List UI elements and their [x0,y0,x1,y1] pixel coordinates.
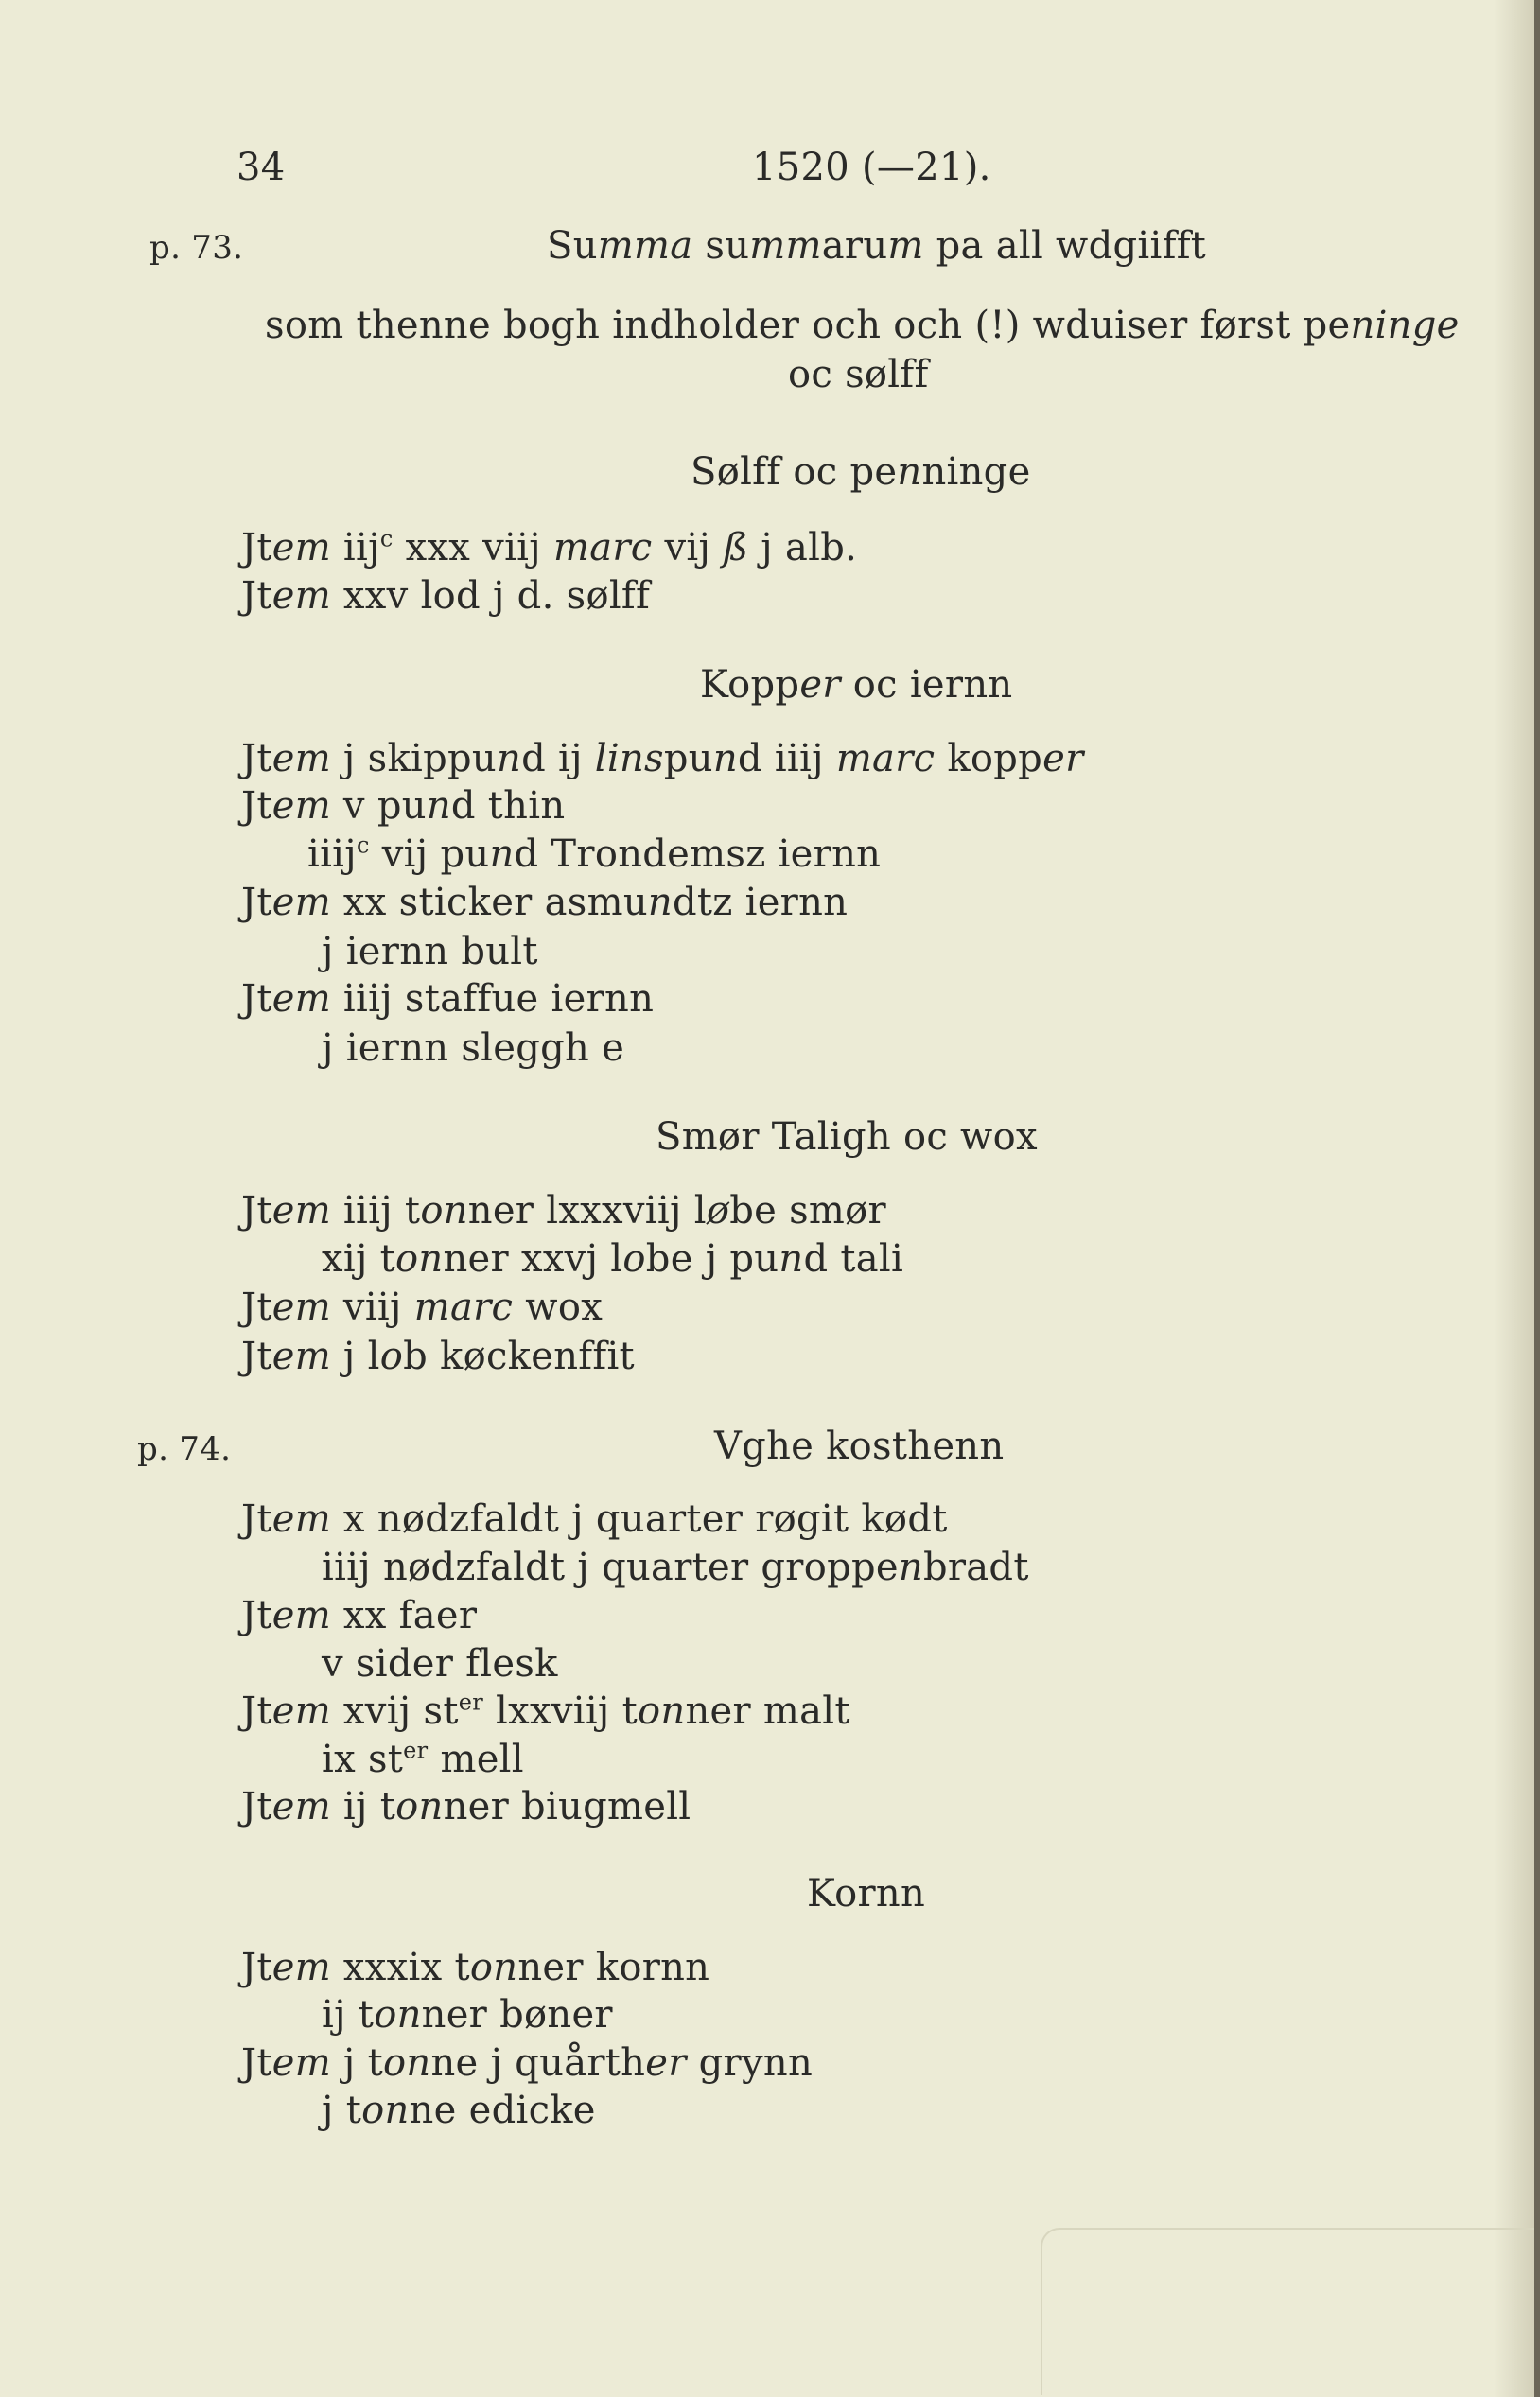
text-run: som thenne bogh indholder och och (!) wduiser først pe [265,304,1351,347]
text-run: j skippu [330,737,497,780]
text-run: pa all wdgiifft [923,224,1207,268]
text-run: ner bøner [421,1993,613,2037]
entry-line [241,736,1084,781]
expansion: em [271,1594,331,1637]
text-run: Jt [241,1335,272,1378]
text-run: aru [821,224,888,268]
title-line-1 [547,223,1206,269]
text-run: Su [547,224,598,268]
text-run: bradt [922,1546,1029,1589]
page-show-through-mark [1041,2228,1534,2395]
expansion: m [887,224,924,268]
binding-edge [1534,0,1540,2397]
section-heading-silver [691,449,1031,495]
entry-line [241,976,654,1022]
margin-note-p74: p. 74. [137,1430,232,1468]
expansion: em [271,737,331,780]
text-run: ne j quårth [430,2041,646,2085]
text-run: Jt [241,1286,272,1329]
entry-line [241,880,848,925]
text-run: Jt [241,784,272,828]
expansion: mm [749,224,822,268]
expansion: marc [552,526,653,569]
text-run: be j pu [645,1237,779,1281]
entry-line [241,1334,635,1379]
expansion: n [426,784,451,828]
text-run: j t [330,2041,384,2085]
text-run: d Trondemsz iernn [514,832,882,876]
margin-note-p73: p. 73. [149,229,244,267]
text-run: xxxix t [330,1946,470,1989]
section-heading-provisions: Vghe kosthenn [714,1425,1005,1468]
expansion: em [271,881,331,924]
expansion: em [271,526,331,569]
text-run: ner malt [685,1689,850,1733]
text-run: vij pu [369,832,490,876]
entry-line: j iernn bult [322,930,538,973]
expansion: ø [706,1189,730,1233]
text-run: iiij t [330,1189,421,1233]
expansion: on [374,1993,422,2037]
expansion: n [647,881,673,924]
expansion: em [271,574,331,618]
expansion: n [898,1546,923,1589]
text-run: Jt [241,1946,272,1989]
entry-line [322,1992,613,2038]
entry-line [241,2040,813,2086]
expansion: n [897,450,922,494]
expansion: marc [413,1286,514,1329]
entry-line [241,1496,948,1542]
expansion: n [489,832,515,876]
text-run: pu [663,737,713,780]
entry-line: v sider flesk [322,1642,558,1686]
text-run: j alb. [748,526,858,569]
text-run: iiij [307,832,357,876]
text-run: Jt [241,1189,272,1233]
text-run: j t [322,2089,362,2132]
section-heading-grain: Kornn [807,1872,926,1916]
text-run: oc iernn [840,663,1013,707]
superscript: er [403,1737,429,1764]
entry-line [241,525,857,570]
expansion: er [1042,737,1084,780]
text-run: xx faer [330,1594,478,1637]
expansion: em [271,1946,331,1989]
expansion: o [622,1237,646,1281]
superscript: c [356,831,370,859]
text-run: Jt [241,1785,272,1828]
expansion: lins [594,737,664,780]
expansion: em [271,2041,331,2085]
text-run: lxxviij t [483,1689,638,1733]
expansion: on [420,1189,468,1233]
entry-line [241,1784,691,1829]
entry-line [241,783,565,829]
entry-line: j iernn sleggh e [322,1026,625,1070]
text-run: b køckenffit [403,1335,635,1378]
text-run: ix st [322,1738,404,1781]
expansion: on [469,1946,518,1989]
text-run: iiij nødzfaldt j quarter groppe [322,1546,899,1589]
text-run: Jt [241,2041,272,2085]
text-run: dtz iernn [672,881,849,924]
entry-line [322,1737,524,1782]
expansion: on [383,2041,431,2085]
text-run: ij t [330,1785,396,1828]
expansion: mma [597,224,693,268]
text-run: Jt [241,881,272,924]
entry-line [322,1236,903,1282]
entry-line [241,573,650,619]
text-run: vij [652,526,724,569]
expansion: em [271,1785,331,1828]
expansion: n [497,737,522,780]
text-run: xxv lod j d. sølff [330,574,651,618]
text-run: xx sticker asmu [330,881,648,924]
superscript: er [458,1688,483,1716]
text-run: iiij staffue iernn [330,977,655,1021]
text-run: xvij st [330,1689,459,1733]
expansion: ß [723,526,749,569]
expansion: em [271,1497,331,1541]
text-run: xxx viij [393,526,553,569]
text-run: x nødzfaldt j quarter røgit kødt [330,1497,948,1541]
text-run: mell [428,1738,524,1781]
expansion: on [361,2089,410,2132]
text-run: su [692,224,750,268]
text-run: d ij [521,737,595,780]
text-run: Sølff oc pe [691,450,898,494]
superscript: c [379,525,394,552]
expansion: on [638,1689,686,1733]
text-run: xij t [322,1237,396,1281]
expansion: on [395,1785,444,1828]
running-title: 1520 (—21). [752,146,991,189]
text-run: Jt [241,977,272,1021]
expansion: em [271,1286,331,1329]
text-run: kopp [935,737,1043,780]
expansion: er [645,2041,687,2085]
entry-line [241,1688,850,1734]
text-run: Jt [241,1594,272,1637]
entry-line [322,2088,596,2133]
text-run: Jt [241,1689,272,1733]
text-run: ner lxxxviij l [467,1189,707,1233]
expansion: em [271,784,331,828]
page-number: 34 [236,146,286,189]
text-run: v pu [330,784,427,828]
text-run: ner kornn [517,1946,710,1989]
text-run: ij t [322,1993,375,2037]
text-run: ninge [921,450,1031,494]
entry-line [241,1188,886,1233]
section-heading-butter: Smør Taligh oc wox [656,1115,1038,1159]
text-run: d thin [450,784,566,828]
text-run: Kopp [700,663,800,707]
expansion: er [799,663,841,707]
text-run: iij [330,526,380,569]
title-line-3: oc sølff [788,353,929,396]
text-run: Jt [241,1497,272,1541]
expansion: o [379,1335,404,1378]
text-run: wox [513,1286,604,1329]
expansion: em [271,977,331,1021]
text-run: d iiij [737,737,836,780]
expansion: em [271,1335,331,1378]
expansion: ninge [1350,304,1460,347]
text-run: be smør [729,1189,886,1233]
section-heading-copper [700,662,1012,708]
text-run: Jt [241,737,272,780]
entry-line [307,831,881,877]
text-run: viij [330,1286,414,1329]
expansion: em [271,1689,331,1733]
entry-line [241,1593,477,1638]
text-run: j l [330,1335,380,1378]
entry-line [241,1285,603,1330]
expansion: n [712,737,738,780]
expansion: on [395,1237,444,1281]
expansion: em [271,1189,331,1233]
expansion: marc [835,737,936,780]
title-line-2 [265,303,1460,348]
text-run: grynn [686,2041,814,2085]
text-run: ne edicke [409,2089,596,2132]
text-run: Jt [241,526,272,569]
text-run: ner biugmell [443,1785,691,1828]
entry-line [241,1945,709,1990]
text-run: ner xxvj l [443,1237,623,1281]
expansion: n [779,1237,804,1281]
entry-line [322,1545,1029,1590]
text-run: d tali [803,1237,904,1281]
text-run: Jt [241,574,272,618]
